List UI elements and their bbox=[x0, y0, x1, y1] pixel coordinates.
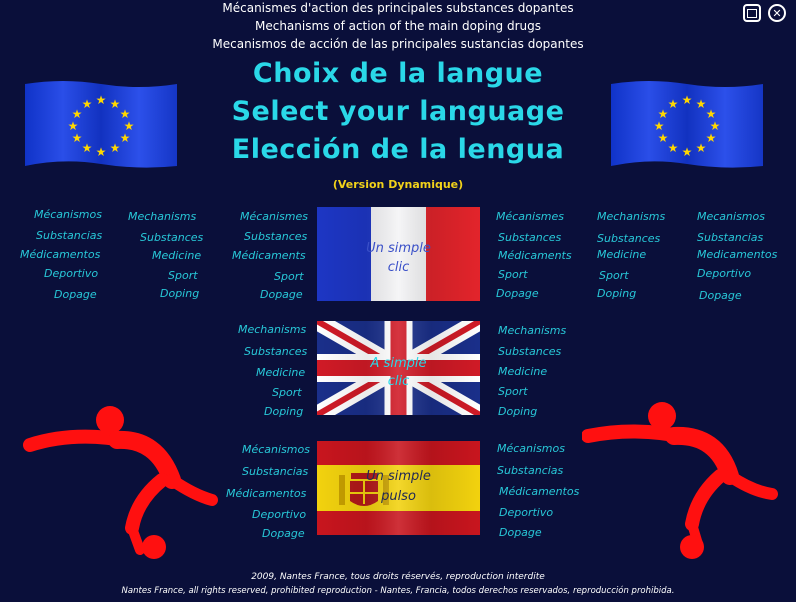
keyword: Substances bbox=[140, 231, 204, 244]
keyword: Médicamentos bbox=[20, 248, 101, 261]
keyword: Substancias bbox=[497, 464, 564, 477]
keyword: Dopage bbox=[499, 526, 542, 539]
keyword: Sport bbox=[272, 386, 302, 399]
svg-text:★: ★ bbox=[95, 93, 107, 107]
keyword: Médicamentos bbox=[226, 487, 307, 500]
football-player-right bbox=[582, 396, 782, 561]
svg-text:★: ★ bbox=[667, 97, 679, 111]
english-flag-text-1: A simple bbox=[370, 356, 427, 371]
keyword: Mechanisms bbox=[128, 210, 197, 223]
svg-text:★: ★ bbox=[657, 131, 669, 145]
keyword: Mécanismes bbox=[240, 210, 309, 223]
keyword: Substances bbox=[244, 230, 308, 243]
keyword: Deportivo bbox=[697, 267, 752, 280]
svg-text:★: ★ bbox=[123, 119, 135, 133]
svg-text:★: ★ bbox=[681, 145, 693, 159]
keyword: Dopage bbox=[262, 527, 305, 540]
svg-text:★: ★ bbox=[119, 131, 131, 145]
svg-text:★: ★ bbox=[709, 119, 721, 133]
maximize-button[interactable] bbox=[743, 4, 761, 22]
footer-line-1: 2009, Nantes France, tous droits réservés, reproduction interdite bbox=[251, 572, 545, 582]
keyword: Mechanisms bbox=[238, 323, 307, 336]
keyword: Doping bbox=[498, 405, 538, 418]
spanish-flag-text-1: Un simple bbox=[366, 469, 431, 484]
keyword: Mécanismos bbox=[34, 208, 102, 221]
english-language-button[interactable] bbox=[317, 321, 480, 415]
title-fr: Choix de la langue bbox=[252, 58, 544, 89]
eu-flag-left bbox=[25, 78, 177, 170]
keyword: Mécanismos bbox=[497, 442, 565, 455]
keyword: Médicaments bbox=[232, 249, 306, 262]
keyword: Dopage bbox=[54, 288, 97, 301]
svg-text:★: ★ bbox=[119, 107, 131, 121]
spanish-flag-text-2: pulso bbox=[381, 489, 416, 504]
svg-text:★: ★ bbox=[667, 141, 679, 155]
header-line-fr: Mécanismes d'action des principales substances dopantes bbox=[222, 1, 574, 15]
keyword: Mecanismos bbox=[697, 210, 765, 223]
spanish-language-button[interactable] bbox=[317, 441, 480, 535]
eu-flag-right bbox=[611, 78, 763, 170]
keyword: Sport bbox=[274, 270, 304, 283]
svg-text:★: ★ bbox=[109, 141, 121, 155]
keyword: Substances bbox=[597, 232, 661, 245]
svg-text:★: ★ bbox=[71, 131, 83, 145]
svg-text:★: ★ bbox=[705, 107, 717, 121]
header-line-es: Mecanismos de acción de las principales sustancias dopantes bbox=[212, 37, 584, 51]
keyword: Sport bbox=[498, 385, 528, 398]
french-flag-text-2: clic bbox=[387, 260, 410, 275]
keyword: Medicamentos bbox=[697, 248, 778, 261]
keyword: Medicine bbox=[498, 365, 548, 378]
keyword: Doping bbox=[264, 405, 304, 418]
header-line-en: Mechanisms of action of the main doping drugs bbox=[254, 19, 542, 33]
keyword: Substancias bbox=[36, 229, 103, 242]
svg-text:★: ★ bbox=[67, 119, 79, 133]
keyword: Médicaments bbox=[498, 249, 572, 262]
title-en: Select your language bbox=[231, 96, 565, 127]
keyword: Mécanismes bbox=[496, 210, 565, 223]
keyword: Substancias bbox=[697, 231, 764, 244]
keyword: Deportivo bbox=[252, 508, 307, 521]
keyword: Sport bbox=[599, 269, 629, 282]
svg-text:★: ★ bbox=[109, 97, 121, 111]
keyword: Médicamentos bbox=[499, 485, 580, 498]
keyword: Mechanisms bbox=[498, 324, 567, 337]
svg-text:★: ★ bbox=[705, 131, 717, 145]
keyword: Mécanismos bbox=[242, 443, 310, 456]
french-language-button[interactable] bbox=[317, 207, 480, 301]
keyword: Dopage bbox=[496, 287, 539, 300]
close-icon: ✕ bbox=[772, 6, 782, 20]
keyword: Sport bbox=[498, 268, 528, 281]
svg-text:★: ★ bbox=[695, 97, 707, 111]
keyword: Medicine bbox=[256, 366, 306, 379]
keyword: Deportivo bbox=[499, 506, 554, 519]
close-button[interactable] bbox=[768, 4, 786, 22]
svg-text:★: ★ bbox=[81, 97, 93, 111]
french-flag-text-1: Un simple bbox=[366, 241, 431, 256]
title-es: Elección de la lengua bbox=[231, 134, 565, 165]
svg-text:★: ★ bbox=[653, 119, 665, 133]
keyword: Dopage bbox=[699, 289, 742, 302]
keyword: Deportivo bbox=[44, 267, 99, 280]
maximize-icon bbox=[747, 9, 757, 18]
keyword: Substancias bbox=[242, 465, 309, 478]
version-label: (Version Dynamique) bbox=[332, 178, 464, 191]
svg-text:★: ★ bbox=[81, 141, 93, 155]
svg-text:★: ★ bbox=[71, 107, 83, 121]
football-player-left bbox=[22, 400, 222, 565]
keyword: Substances bbox=[498, 345, 562, 358]
svg-text:★: ★ bbox=[657, 107, 669, 121]
keyword: Doping bbox=[597, 287, 637, 300]
keyword: Doping bbox=[160, 287, 200, 300]
footer-line-2: Nantes France, all rights reserved, prohibited reproduction - Nantes, Francia, todos derechos reservados, reproducción prohibida. bbox=[121, 586, 675, 596]
keyword: Mechanisms bbox=[597, 210, 666, 223]
keyword: Sport bbox=[168, 269, 198, 282]
keyword: Substances bbox=[498, 231, 562, 244]
keyword: Medicine bbox=[152, 249, 202, 262]
keyword: Substances bbox=[244, 345, 308, 358]
svg-text:★: ★ bbox=[695, 141, 707, 155]
keyword: Medicine bbox=[597, 248, 647, 261]
keyword: Dopage bbox=[260, 288, 303, 301]
svg-text:★: ★ bbox=[95, 145, 107, 159]
svg-text:★: ★ bbox=[681, 93, 693, 107]
english-flag-text-2: clic bbox=[387, 374, 410, 389]
